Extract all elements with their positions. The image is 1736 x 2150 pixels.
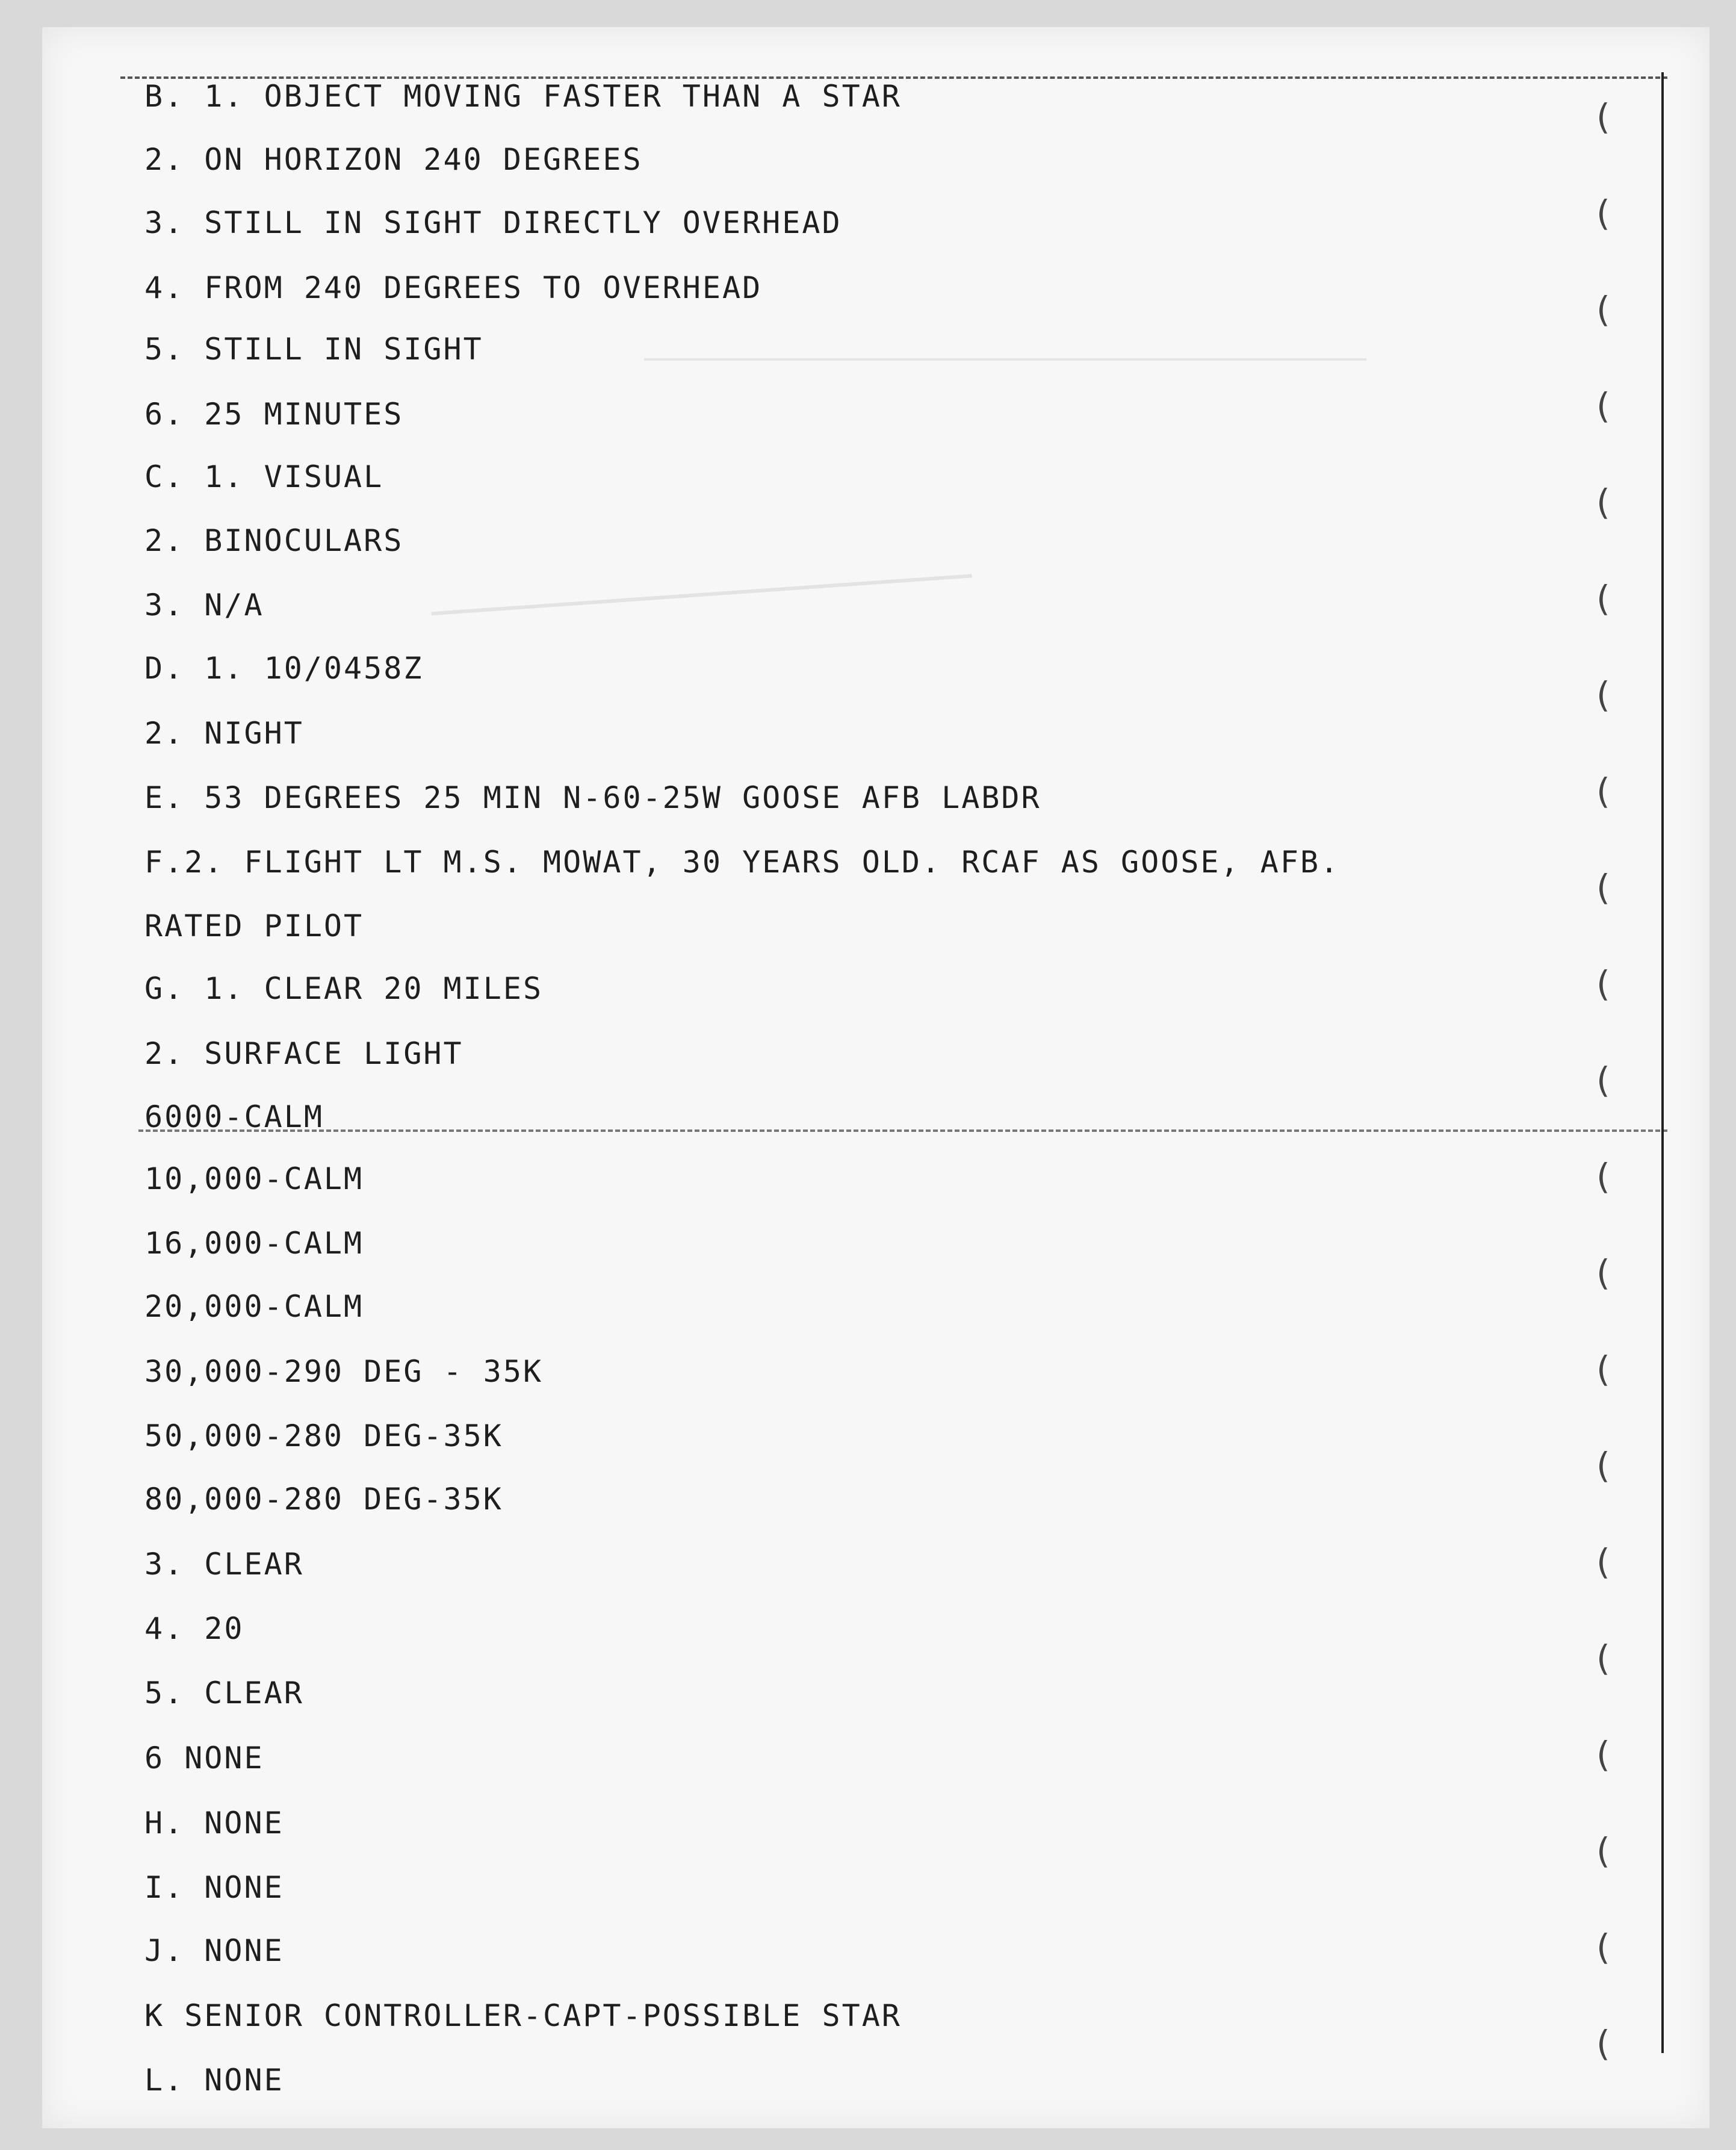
report-line: 2. SURFACE LIGHT: [144, 1036, 463, 1071]
feed-hole: (: [1592, 1445, 1613, 1486]
feed-hole: (: [1592, 867, 1613, 908]
report-line: D. 1. 10/0458Z: [144, 651, 424, 686]
report-line: 3. STILL IN SIGHT DIRECTLY OVERHEAD: [144, 205, 842, 240]
report-line: 2. BINOCULARS: [144, 523, 404, 558]
middle-perforation-rule: [138, 1129, 1667, 1132]
report-line: 5. CLEAR: [144, 1676, 304, 1710]
feed-hole: (: [1592, 578, 1613, 619]
report-line: 80,000-280 DEG-35K: [144, 1482, 503, 1517]
feed-hole: (: [1592, 2023, 1613, 2064]
feed-hole: (: [1592, 1638, 1613, 1679]
bleed-through-stamp: [424, 478, 972, 615]
feed-hole: (: [1592, 1252, 1613, 1293]
feed-hole: (: [1592, 289, 1613, 330]
report-line: 6. 25 MINUTES: [144, 397, 404, 432]
report-line: 4. FROM 240 DEGREES TO OVERHEAD: [144, 270, 763, 305]
report-line: 3. CLEAR: [144, 1547, 304, 1582]
feed-hole: (: [1592, 482, 1613, 523]
feed-hole: (: [1592, 674, 1613, 715]
bleed-through-rule: [644, 358, 1366, 361]
report-line: 20,000-CALM: [144, 1289, 364, 1324]
feed-hole: (: [1592, 1541, 1613, 1582]
feed-hole: (: [1592, 1734, 1613, 1775]
feed-hole: (: [1592, 385, 1613, 426]
feed-hole: (: [1592, 1927, 1613, 1968]
report-line: K SENIOR CONTROLLER-CAPT-POSSIBLE STAR: [144, 1998, 902, 2033]
report-line: 3. N/A: [144, 588, 264, 623]
teletype-page: [42, 27, 1710, 2128]
report-line: E. 53 DEGREES 25 MIN N-60-25W GOOSE AFB LABDR: [144, 780, 1041, 815]
report-line: 5. STILL IN SIGHT: [144, 332, 483, 367]
right-margin-rule: [1661, 72, 1664, 2053]
feed-hole: (: [1592, 1156, 1613, 1197]
report-line: 4. 20: [144, 1611, 244, 1646]
feed-hole: (: [1592, 1060, 1613, 1101]
report-line: H. NONE: [144, 1806, 284, 1841]
report-line: F.2. FLIGHT LT M.S. MOWAT, 30 YEARS OLD. RCAF AS GOOSE, AFB.: [144, 845, 1341, 880]
report-line: 16,000-CALM: [144, 1226, 364, 1261]
feed-hole: (: [1592, 193, 1613, 234]
report-line: 2. NIGHT: [144, 716, 304, 751]
report-line: L. NONE: [144, 2063, 284, 2098]
feed-hole: (: [1592, 1830, 1613, 1871]
feed-hole: (: [1592, 96, 1613, 137]
report-line: 6 NONE: [144, 1741, 264, 1776]
report-line: C. 1. VISUAL: [144, 459, 384, 494]
report-line: G. 1. CLEAR 20 MILES: [144, 971, 544, 1006]
feed-hole: (: [1592, 963, 1613, 1004]
report-line: 50,000-280 DEG-35K: [144, 1418, 503, 1453]
report-line: 6000-CALM: [144, 1099, 324, 1134]
report-line: J. NONE: [144, 1933, 284, 1968]
feed-hole: (: [1592, 1349, 1613, 1390]
report-line: B. 1. OBJECT MOVING FASTER THAN A STAR: [144, 79, 902, 114]
tractor-feed-holes: [1592, 96, 1628, 2086]
report-line: RATED PILOT: [144, 909, 364, 943]
report-line: 2. ON HORIZON 240 DEGREES: [144, 142, 643, 177]
feed-hole: (: [1592, 771, 1613, 812]
report-line: 30,000-290 DEG - 35K: [144, 1354, 544, 1389]
report-line: 10,000-CALM: [144, 1161, 364, 1196]
report-line: I. NONE: [144, 1870, 284, 1905]
